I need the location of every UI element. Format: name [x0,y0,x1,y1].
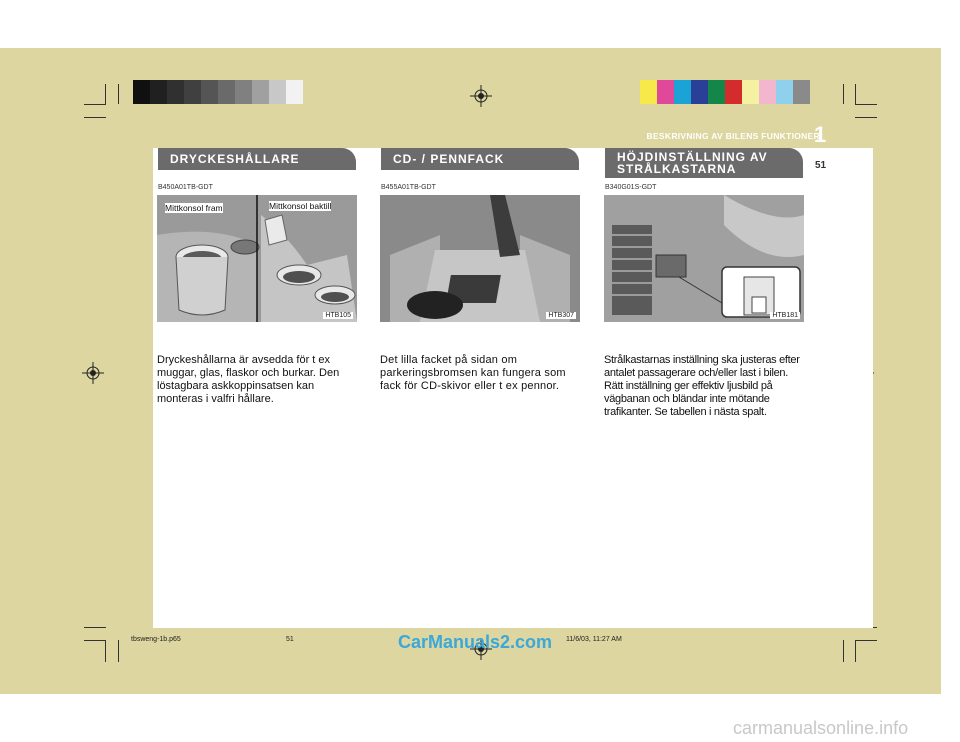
tab-line-1: HÖJDINSTÄLLNING AV [617,150,768,164]
section-code: B455A01TB-GDT [381,184,436,191]
footer-page: 51 [286,636,294,643]
color-swatch [218,80,235,104]
color-swatch [742,80,759,104]
color-swatch [286,80,303,104]
tab-line-2: STRÅLKASTARNA [617,162,737,176]
page-number: 51 [815,160,827,171]
crop-mark [84,104,106,105]
crop-mark [855,117,877,118]
body-text-headlamp-leveling: Strålkastarnas inställning ska justeras efter antalet passagerare och/eller last i bilen. Rätt inställning ger effektiv ljusbild på vägbanan och bländar inte mötande trafikanter. Se tabellen i nästa spalt. [604,354,800,418]
color-swatch [708,80,725,104]
color-swatch [759,80,776,104]
bottom-watermark: carmanualsonline.info [733,718,909,738]
color-swatch [167,80,184,104]
crop-mark [84,640,106,641]
color-swatch [269,80,286,104]
figure-code: HTB307 [548,312,574,319]
registration-mark-icon [470,85,492,107]
section-code: B340G01S-GDT [605,184,657,191]
crop-mark [855,640,856,662]
color-swatch [776,80,793,104]
color-swatch [184,80,201,104]
watermark-link[interactable]: CarManuals2.com [398,632,553,652]
callout-front-console: Mittkonsol fram [165,203,223,213]
color-swatch [252,80,269,104]
footer-file: tbsweng-1b.p65 [131,636,181,643]
body-text-cd-pen: Det lilla facket på sidan om parkeringsbromsen kan fungera som fack för CD-skivor eller t ex pennor. [380,354,566,392]
figure-cd-pen-compartment [380,195,580,322]
color-swatch [150,80,167,104]
crop-mark [118,84,119,104]
color-swatch [235,80,252,104]
crop-mark [855,84,856,104]
color-swatch [725,80,742,104]
figure-code: HTB181 [772,312,798,319]
color-swatch [691,80,708,104]
color-swatch [674,80,691,104]
crop-mark [118,640,119,662]
grayscale-calibration-strip [133,80,303,104]
section-tab-cd-pen: CD- / PENNFACK [381,148,579,170]
color-swatch [133,80,150,104]
figure-cup-holders [157,195,357,322]
chapter-title: BESKRIVNING AV BILENS FUNKTIONER [646,131,820,141]
color-swatch [657,80,674,104]
crop-mark [855,640,877,641]
color-calibration-strip [640,80,810,104]
crop-mark [843,640,844,662]
figure-headlamp-leveling [604,195,804,322]
figure-code: HTB105 [325,312,351,319]
callout-rear-console: Mittkonsol baktill [269,201,332,211]
chapter-number: 1 [814,122,827,147]
crop-mark [84,627,106,628]
crop-mark [855,104,877,105]
section-tab-cup-holders: DRYCKESHÅLLARE [158,148,356,170]
registration-mark-icon [82,362,104,384]
crop-mark [843,84,844,104]
color-swatch [793,80,810,104]
footer-timestamp: 11/6/03, 11:27 AM [566,636,622,643]
crop-mark [105,640,106,662]
section-tab-headlamp-leveling [605,148,803,178]
section-code: B450A01TB-GDT [158,184,213,191]
color-swatch [201,80,218,104]
crop-mark [105,84,106,104]
crop-mark [84,117,106,118]
body-text-cup-holders: Dryckeshållarna är avsedda för t ex muggar, glas, flaskor och burkar. Den löstagbara askkoppinsatsen kan monteras i valfri hållare. [157,354,340,405]
color-swatch [640,80,657,104]
